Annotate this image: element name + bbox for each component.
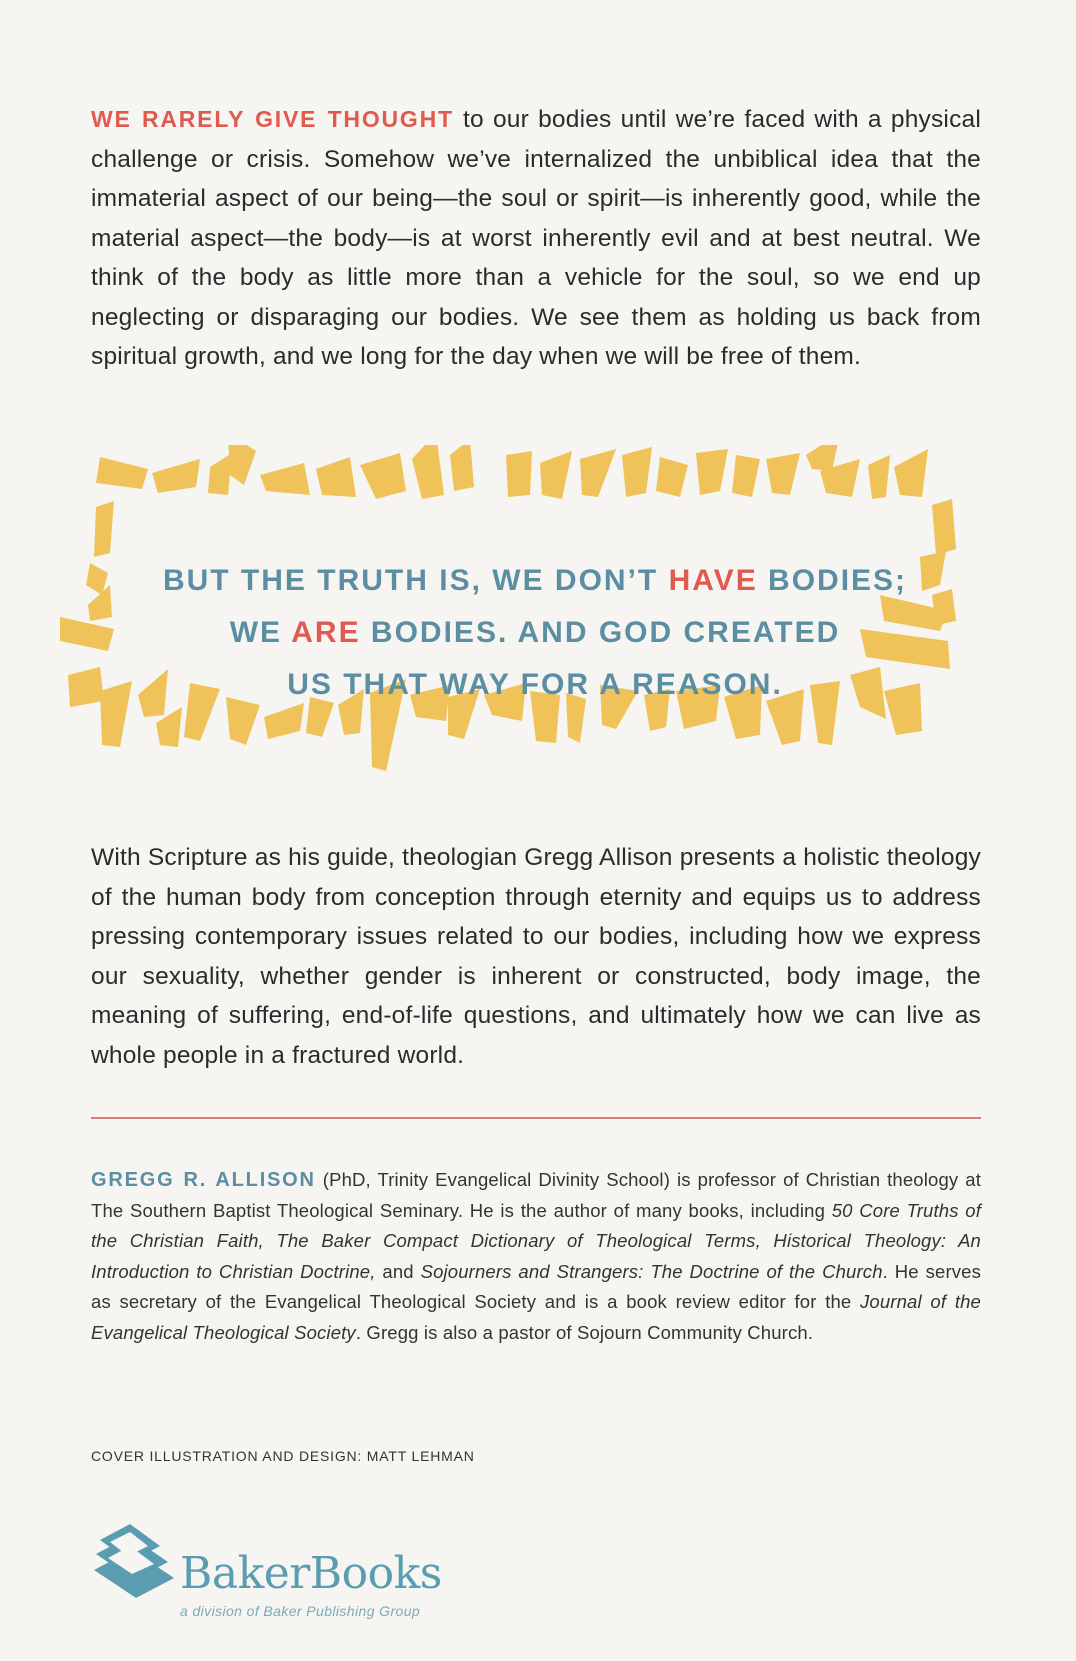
quote-highlight-are: ARE — [291, 616, 361, 649]
author-name: GREGG R. ALLISON — [91, 1169, 316, 1191]
cover-credit: COVER ILLUSTRATION AND DESIGN: MATT LEHMAN — [91, 1448, 475, 1464]
publisher-tagline: a division of Baker Publishing Group — [180, 1603, 421, 1619]
description-paragraph: With Scripture as his guide, theologian Gregg Allison presents a holistic theology of the human body from conception through eternity and equips us to address pressing contemporary issues related to our bodies, including how we express our sexuality, whether gender is inherent or constructed, body image, the meaning of suffering, end-of-life questions, and ultimately how we can live as whole people in a fractured world. — [91, 844, 981, 1069]
bio-text: (PhD, Trinity Evangelical Divinity School) is professor of Christian theology at The Southern Baptist Theological Seminary. He is the author of many books, including — [91, 1169, 981, 1221]
quote-text: WE — [229, 616, 292, 649]
quote-text: BODIES. AND GOD CREATED — [360, 616, 841, 649]
bio-book-titles: 50 Core Truths of the Christian Faith, The Baker Compact Dictionary of Theological Terms, Historical Theology: An Introduction to Christian Doctrine, — [91, 1199, 981, 1282]
divider-rule — [91, 1117, 981, 1119]
publisher-name: BakerBooks — [180, 1548, 442, 1599]
bio-book-title: Sojourners and Strangers: The Doctrine of the Church — [420, 1260, 883, 1282]
quote-text: US THAT WAY FOR A REASON. — [287, 668, 783, 701]
quote-text: BUT THE TRUTH IS, WE DON’T — [162, 564, 669, 597]
bio-text: . Gregg is also a pastor of Sojourn Community Church. — [355, 1321, 814, 1343]
bio-text: and — [375, 1260, 421, 1282]
pull-quote — [160, 555, 910, 711]
bio-text: . He serves as secretary of the Evangelical Theological Society and is a book review editor for the — [91, 1260, 981, 1312]
publisher-logo — [94, 1520, 454, 1620]
intro-lead-caps: WE RARELY GIVE THOUGHT — [91, 106, 454, 132]
quote-text: BODIES; — [757, 564, 908, 597]
bio-journal-title: Journal of the Evangelical Theological Society — [91, 1291, 981, 1343]
shard-frame — [60, 445, 1010, 825]
intro-paragraph — [91, 100, 981, 377]
author-bio — [91, 1165, 981, 1348]
quote-highlight-have: HAVE — [668, 564, 758, 597]
book-stack-icon — [94, 1520, 178, 1600]
intro-text: to our bodies until we’re faced with a physical challenge or crisis. Somehow we’ve internalized the unbiblical idea that the immaterial aspect of our being—the soul or spirit—is inherently good, while the material aspect—the body—is at worst inherently evil and at best neutral. We think of the body as little more than a vehicle for the soul, so we end up neglecting or disparaging our bodies. We see them as holding us back from spiritual growth, and we long for the day when we will be free of them. — [91, 106, 981, 370]
